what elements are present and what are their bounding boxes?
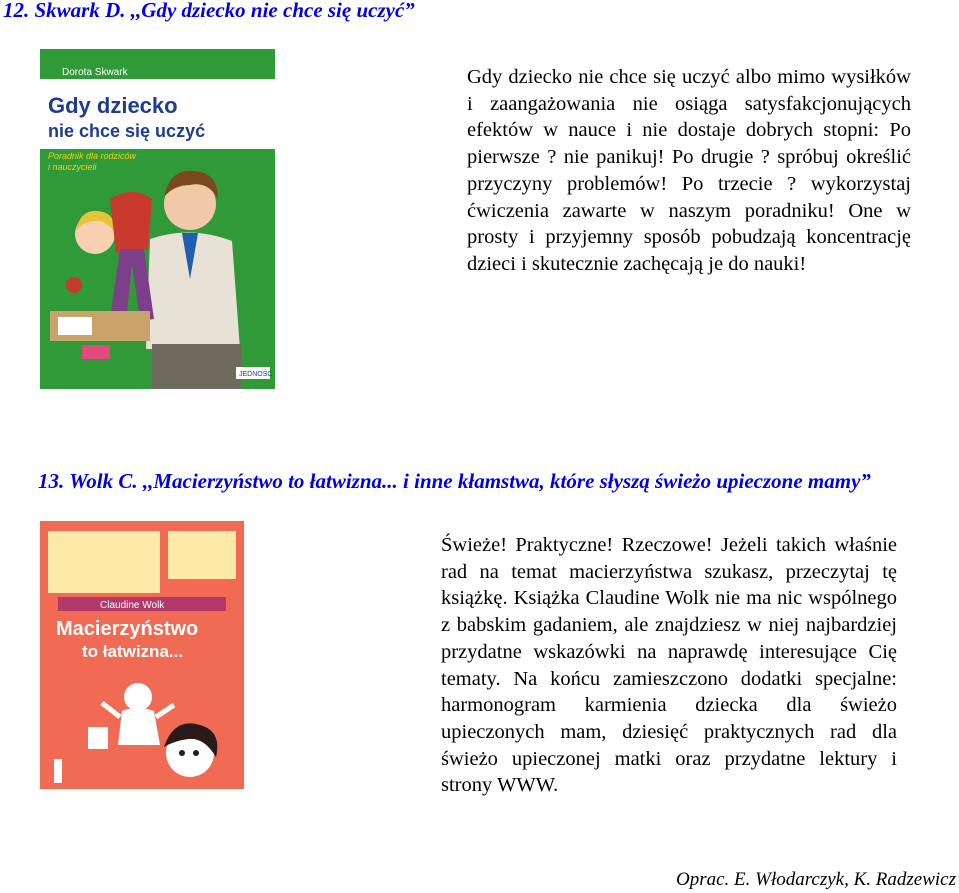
baby-head	[124, 683, 152, 711]
man-trousers	[152, 344, 242, 389]
cover-wolk-quote-box-right	[168, 531, 236, 579]
cover-wolk-title-line2: to łatwizna...	[82, 642, 184, 661]
mother-eye-right	[193, 750, 199, 756]
cover-wolk-leg	[54, 759, 62, 783]
publisher-logo: JEDNOŚĆ	[239, 371, 273, 378]
section-12-heading: 12. Skwark D. ,,Gdy dziecko nie chce się uczyć”	[3, 0, 415, 22]
page-footer: Oprac. E. Włodarczyk, K. Radzewicz	[675, 869, 956, 890]
bottle	[88, 727, 108, 749]
section-13-description: Świeże! Praktyczne! Rzeczowe! Jeżeli takich właśnie rad na temat macierzyństwa szukasz, przeczytaj tę książkę. Książka Claudine Wolk nie ma nic wspólnego z babskim gadaniem, ale znajdziesz w niej najbardziej przydatne wskazówki na naprawdę interesujące Cię tematy. Na końcu zamieszczono dodatki specjalne: harmonogram karmienia dziecka dla świeżo upieczonych mam, dziesięć praktycznych rad dla świeżo upieczonej matki oraz przydatne lektury i strony WWW.	[441, 534, 897, 797]
mother-eye-left	[179, 750, 185, 756]
section-13-heading: 13. Wolk C. ,,Macierzyństwo to łatwizna... i inne kłamstwa, które słyszą świeżo upieczone mamy”	[38, 469, 871, 493]
desk-lamp	[66, 277, 82, 293]
desk-books-stack	[82, 345, 110, 359]
cover-subtitle-line1: Poradnik dla rodziców	[48, 151, 137, 161]
cover-title-line2: nie chce się uczyć	[48, 121, 206, 141]
cover-wolk-author: Claudine Wolk	[100, 600, 165, 611]
boy-shirt	[110, 192, 152, 253]
cover-title-line1: Gdy dziecko	[48, 93, 178, 118]
desk-book	[58, 317, 92, 335]
book-cover-wolk-illustration	[40, 521, 244, 789]
cover-wolk-quote-box-left	[48, 531, 160, 593]
section-12-description: Gdy dziecko nie chce się uczyć albo mimo wysiłków i zaangażowania nie osiąga satysfakcjonujących efektów w nauce i nie dostaje dobrych stopni: Po pierwsze ? nie panikuj! Po drugie ? spróbuj określić przyczyny problemów! Po trzecie ? wykorzystaj ćwiczenia zawarte w naszym poradniku! One w prosty i przyjemny sposób pobudzają koncentrację dzieci i skutecznie zachęcają je do nauki!	[467, 66, 911, 275]
cover-wolk-title-line1: Macierzyństwo	[56, 618, 199, 640]
baby-body	[118, 708, 160, 745]
cover-author: Dorota Skwark	[62, 67, 128, 78]
book-cover-illustration	[40, 49, 275, 389]
cover-subtitle-line2: i nauczycieli	[48, 162, 97, 172]
book-cover-skwark	[40, 49, 275, 389]
book-cover-wolk	[40, 521, 244, 789]
